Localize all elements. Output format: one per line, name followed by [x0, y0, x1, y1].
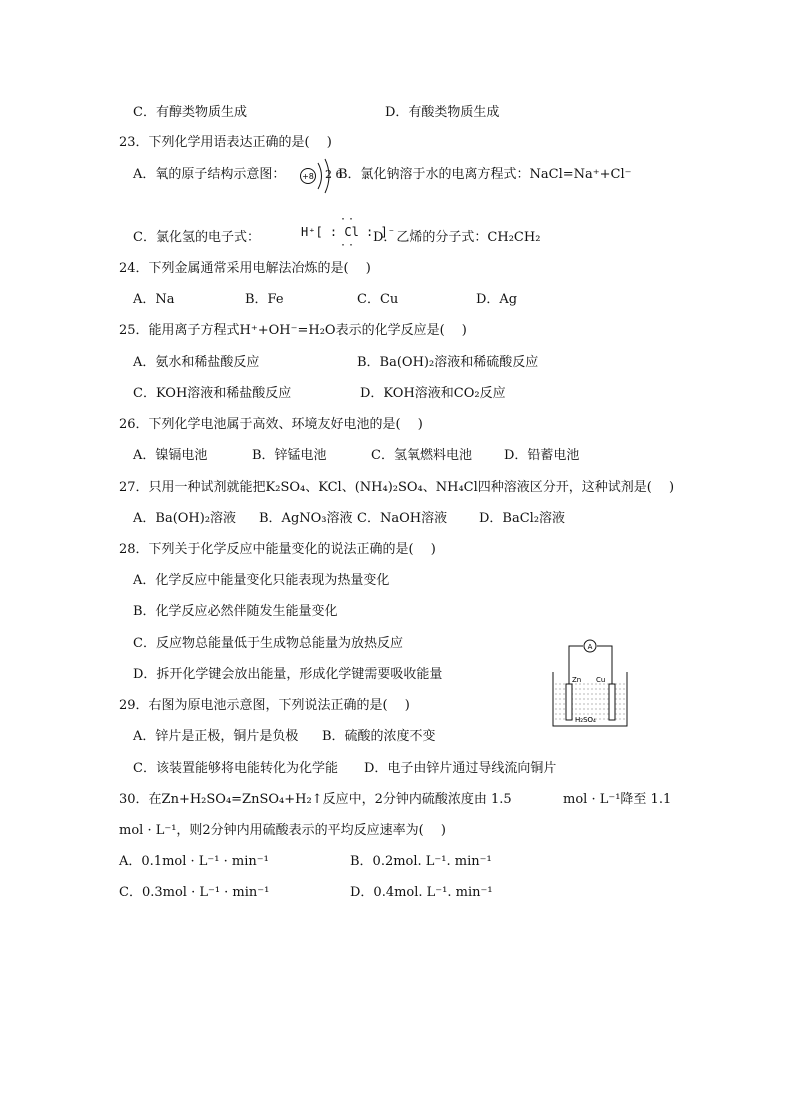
q23-stem: 23．下列化学用语表达正确的是( ): [119, 135, 332, 150]
q23-option-a: A．氧的原子结构示意图：: [133, 167, 286, 182]
q29-option-a: A．锌片是正极，铜片是负极: [133, 729, 299, 744]
acid-label: H₂SO₄: [575, 716, 596, 724]
q28-option-a: A．化学反应中能量变化只能表现为热量变化: [133, 573, 390, 588]
q26-stem: 26．下列化学电池属于高效、环境友好电池的是( ): [119, 417, 423, 432]
q28-option-b: B．化学反应必然伴随发生能量变化: [133, 604, 338, 619]
q23-option-b: B．氯化钠溶于水的电离方程式：NaCl=Na⁺+Cl⁻: [338, 167, 632, 182]
cu-electrode-label: Cu: [596, 676, 606, 684]
q23-option-c: C．氯化氢的电子式：: [133, 230, 260, 245]
q30-stem-line1: 30．在Zn+H₂SO₄=ZnSO₄+H₂↑反应中，2分钟内硫酸浓度由 1.5: [119, 792, 512, 807]
q27-option-d: D．BaCl₂溶液: [479, 511, 566, 526]
q27-option-c: C．NaOH溶液: [357, 511, 448, 526]
q30-option-d: D．0.4mol. L⁻¹. min⁻¹: [350, 885, 493, 900]
zn-electrode-label: Zn: [572, 676, 582, 684]
q30-stem-line1-right: mol · L⁻¹降至 1.1: [563, 792, 672, 807]
atom-shell-electrons: 2 6: [325, 168, 343, 181]
q27-option-a: A．Ba(OH)₂溶液: [133, 511, 237, 526]
q25-option-c: C．KOH溶液和稀盐酸反应: [133, 386, 292, 401]
q24-stem: 24．下列金属通常采用电解法冶炼的是( ): [119, 261, 371, 276]
q25-option-b: B．Ba(OH)₂溶液和稀硫酸反应: [357, 355, 539, 370]
q30-stem-line2: mol · L⁻¹，则2分钟内用硫酸表示的平均反应速率为( ): [119, 823, 446, 838]
q29-option-c: C．该装置能够将电能转化为化学能: [133, 761, 338, 776]
q22-option-c: C．有醇类物质生成: [133, 105, 247, 120]
q26-option-d: D．铅蓄电池: [504, 448, 580, 463]
q29-stem: 29．右图为原电池示意图，下列说法正确的是( ): [119, 698, 410, 713]
ammeter-label: A: [587, 643, 593, 651]
hcl-lone-pair-top: ··: [340, 214, 357, 225]
q25-stem: 25．能用离子方程式H⁺+OH⁻=H₂O表示的化学反应是( ): [119, 323, 467, 338]
q26-option-a: A．镍镉电池: [133, 448, 208, 463]
q24-option-a: A．Na: [133, 292, 175, 307]
q26-option-c: C．氢氧燃料电池: [371, 448, 472, 463]
hcl-electron-formula: H⁺[ : Cl : ]⁻: [301, 225, 395, 239]
atom-nucleus-label: +8: [302, 172, 314, 181]
q29-option-d: D．电子由锌片通过导线流向铜片: [364, 761, 557, 776]
q28-option-d: D．拆开化学键会放出能量，形成化学键需要吸收能量: [133, 667, 443, 682]
q27-stem: 27．只用一种试剂就能把K₂SO₄、KCl、(NH₄)₂SO₄、NH₄Cl四种溶液区分开，这种试剂是( ): [119, 480, 675, 495]
q28-stem: 28．下列关于化学反应中能量变化的说法正确的是( ): [119, 542, 436, 557]
q24-option-b: B．Fe: [245, 292, 284, 307]
q30-option-a: A．0.1mol · L⁻¹ · min⁻¹: [119, 854, 269, 869]
q24-option-d: D．Ag: [476, 292, 518, 307]
q23-option-d: D．乙烯的分子式：CH₂CH₂: [373, 230, 541, 245]
q30-option-c: C．0.3mol · L⁻¹ · min⁻¹: [119, 885, 270, 900]
q27-option-b: B．AgNO₃溶液: [259, 511, 353, 526]
q29-option-b: B．硫酸的浓度不变: [322, 729, 436, 744]
q28-option-c: C．反应物总能量低于生成物总能量为放热反应: [133, 636, 403, 651]
q26-option-b: B．锌锰电池: [252, 448, 327, 463]
q30-option-b: B．0.2mol. L⁻¹. min⁻¹: [350, 854, 492, 869]
q22-option-d: D．有酸类物质生成: [385, 105, 500, 120]
galvanic-cell-diagram: [545, 632, 635, 730]
q25-option-a: A．氨水和稀盐酸反应: [133, 355, 260, 370]
q25-option-d: D．KOH溶液和CO₂反应: [360, 386, 506, 401]
q24-option-c: C．Cu: [357, 292, 399, 307]
hcl-lone-pair-bottom: ··: [340, 240, 357, 251]
